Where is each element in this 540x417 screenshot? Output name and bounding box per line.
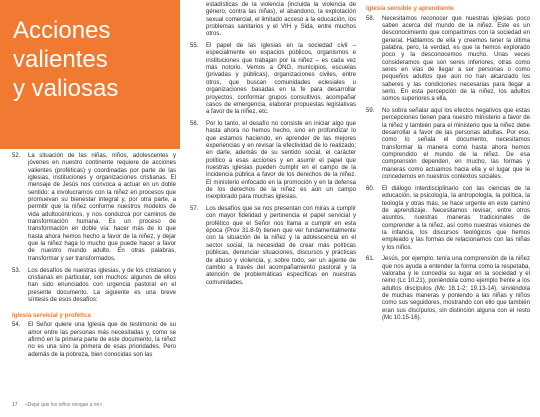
subheading-servicial: Iglesia servicial y profética [12, 311, 91, 319]
page-number: 17 [12, 402, 18, 408]
title-line-3: y valiosas [13, 75, 119, 102]
paragraph-text: Por lo tanto, el desafío no consiste en iniciar algo que hasta ahora no hemos hecho, sino en profundizar lo que estamos haciendo, en aprender de las mejores experiencias y en revisar la efectividad de lo realizado; en darle, además de su sentido social, el carácter político a esas acciones y en asumir el papel que nuestras iglesias pueden cumplir en el campo de la incidencia pública a favor de los derechos de la niñez. El ministerio enfocado en la promoción y en la defensa de los derechos de la niñez es aún un campo inexplorado para muchas iglesias. [206, 120, 356, 201]
paragraph-61 [366, 256, 530, 326]
paragraph-number: 57. [190, 206, 199, 213]
paragraph-54 [12, 322, 176, 363]
paragraph-text: El diálogo interdisciplinario con las ciencias de la educación, la psicología, la antropología, la política, la teología y otras más, se hace urgente en este camino de aprendizaje. Necesitamos revisar, entre otros asuntos, nuestras maneras tradicionales de comprender a la niñez, así como nuestras visiones de la infancia, los discursos teológicos que hemos empleado y las formas de relacionarnos con las niñas y los niños. [382, 185, 530, 251]
subheading-sensible: Iglesia sensible y aprendiente [366, 5, 454, 12]
column-2 [190, 2, 356, 291]
paragraph-52 [12, 153, 176, 268]
title-line-1: Acciones [13, 17, 111, 44]
paragraph-number: 60. [366, 185, 375, 192]
paragraph-text: Los desafíos de nuestras iglesias, y de los cristianos y cristianas en particular, son muchos: algunos de ellos han sido enunciados con urgencia pastoral en el presente documento. La siguiente es una breve síntesis de esos desafíos: [28, 267, 176, 303]
paragraph-57 [190, 206, 356, 291]
paragraph-number: 58. [366, 15, 375, 22]
paragraph-text: Jesús, por ejemplo, tenía una comprensión de la niñez que nos ayuda a entender la forma como la respetaba, valoraba y le concedía su lugar en la sociedad y el reino (Lc 10.21), poniéndola como ejemplo frente a los adultos discípulos (Mc 18.1-2; 19.13-14), sirviéndola de muchas maneras y poniendo a las niñas y niños como sus seguidores, mostrando con ello que también eran sus discípulos, sin distinción alguna con el resto (Mc 10.15-16). [382, 256, 530, 322]
paragraph-59 [366, 108, 530, 186]
paragraph-56 [190, 121, 356, 206]
paragraph-55 [190, 43, 356, 121]
paragraph-number: 55. [190, 43, 199, 50]
column-1 [12, 153, 176, 363]
title-line-2: valientes [13, 46, 108, 73]
paragraph-54-continued: estadísticas de la violencia (incluida la violencia de género, contra las niñas), el abandono, la explotación sexual comercial, el limitado acceso a la educación, los problemas sanitarios y el VIH y Sida, entre muchos otros. [206, 2, 356, 38]
paragraph-text: El Señor quiere una Iglesia que de testimonio de su amor entre las personas más necesitadas y, como se afirmó en la primera parte de este documento, la niñez no es una sino la primera de esas prioridades. Pero además de la pobreza, bien conocidas son las [28, 322, 176, 358]
paragraph-number: 59. [366, 108, 375, 115]
paragraph-text: Los desafíos que se nos presentan con miras a cumplir con mayor fidelidad y pertinencia el papel servicial y profético que el Señor nos llama a cumplir en esta época (Prov 31.8-9) tienen que ver fundamentalmente con la situación de la niñez y la adolescencia en el sector social, la necesidad de crear más políticas públicas, denunciar situaciones, discursos y prácticas de abuso y violencia, y, sobre todo, ser un agente de cambio a través del acompañamiento pastoral y la atención de problemáticas específicas en nuestras comunidades. [206, 206, 356, 286]
paragraph-text: La situación de las niñas, niños, adolescentes y jóvenes en nuestro continente requiere de acciones valientes (proféticas) y coordinadas por parte de las iglesias, instituciones y organizaciones cristianas. El mensaje de Jesús nos convoca a actuar en un doble sentido: a involucrarnos con la niñez en procesos que promuevan su bienestar integral y, por otra parte, a permitir que la niñez conforme nuestros modelos de vida adultocéntricos, y nos conduzca por caminos de transformación humana. Es un proceso de transformación en doble vía: hacer más de lo que hasta ahora hemos hecho a favor de la niñez, y dejar que la niñez haga lo mucho que puede hacer a favor de nuestro mundo adulto. En otras palabras, transformar y ser transformados. [28, 153, 176, 262]
paragraph-58 [366, 16, 530, 109]
title-block [0, 0, 180, 149]
paragraph-text: El papel de las iglesias en la sociedad civil – especialmente en espacios públicos, organismos e instituciones que trabajan por la niñez – es cada vez más notorio. Vemos a ONG, municipios, escuelas (privadas y públicas), organizaciones civiles, entre otros, que buscan comunidades eclesiales u organizaciones basadas en la fe para desarrollar proyectos, conformar grupos consultivos, acompañar casos de emergencia, elaborar propuestas legislativas a favor de la niñez, etc. [206, 43, 356, 116]
paragraph-number: 52. [12, 153, 21, 159]
section-title [13, 16, 177, 103]
paragraph-number: 61. [366, 256, 375, 263]
running-title: «Dejar que los niños vengan a mí» [24, 402, 103, 408]
paragraph-text: No sobra señalar aquí los efectos negativos que estas percepciones tienen para nuestro ministerio a favor de la niñez y también para el ministerio que la niñez debe desarrollar a favor de las personas adultas. Por eso, como lo señala el documento, necesitamos transformar la manera como hasta ahora hemos comprendido el mundo de la niñez. De esa comprensión dependen, en mucho, las formas y maneras como actuamos hacia ella y el lugar que le concedemos en nuestros contextos sociales. [382, 108, 530, 181]
paragraph-number: 56. [190, 120, 199, 127]
page-footer [12, 402, 102, 408]
paragraph-number: 53. [12, 267, 21, 274]
paragraph-text: Necesitamos reconocer que nuestras iglesias poco saben acerca del mundo de la niñez. Este es un desconocimiento que compartimos con la sociedad en general. Hablamos de ella y creemos tener la última palabra, pero, la verdad, es que la hemos explorado poco y la desconocemos mucho. Unas veces consideramos que son seres inferiores, otras como seres en vías de llegar a ser personas o como pequeños adultos que aún no han alcanzado los saberes y las condiciones necesarias para llegar a serlo. En esta percepción de la niñez, los adultos somos superiores a ella. [382, 15, 530, 103]
paragraph-53 [12, 268, 176, 309]
column-3 [366, 2, 530, 327]
paragraph-60 [366, 186, 530, 256]
paragraph-number: 54. [12, 322, 21, 329]
